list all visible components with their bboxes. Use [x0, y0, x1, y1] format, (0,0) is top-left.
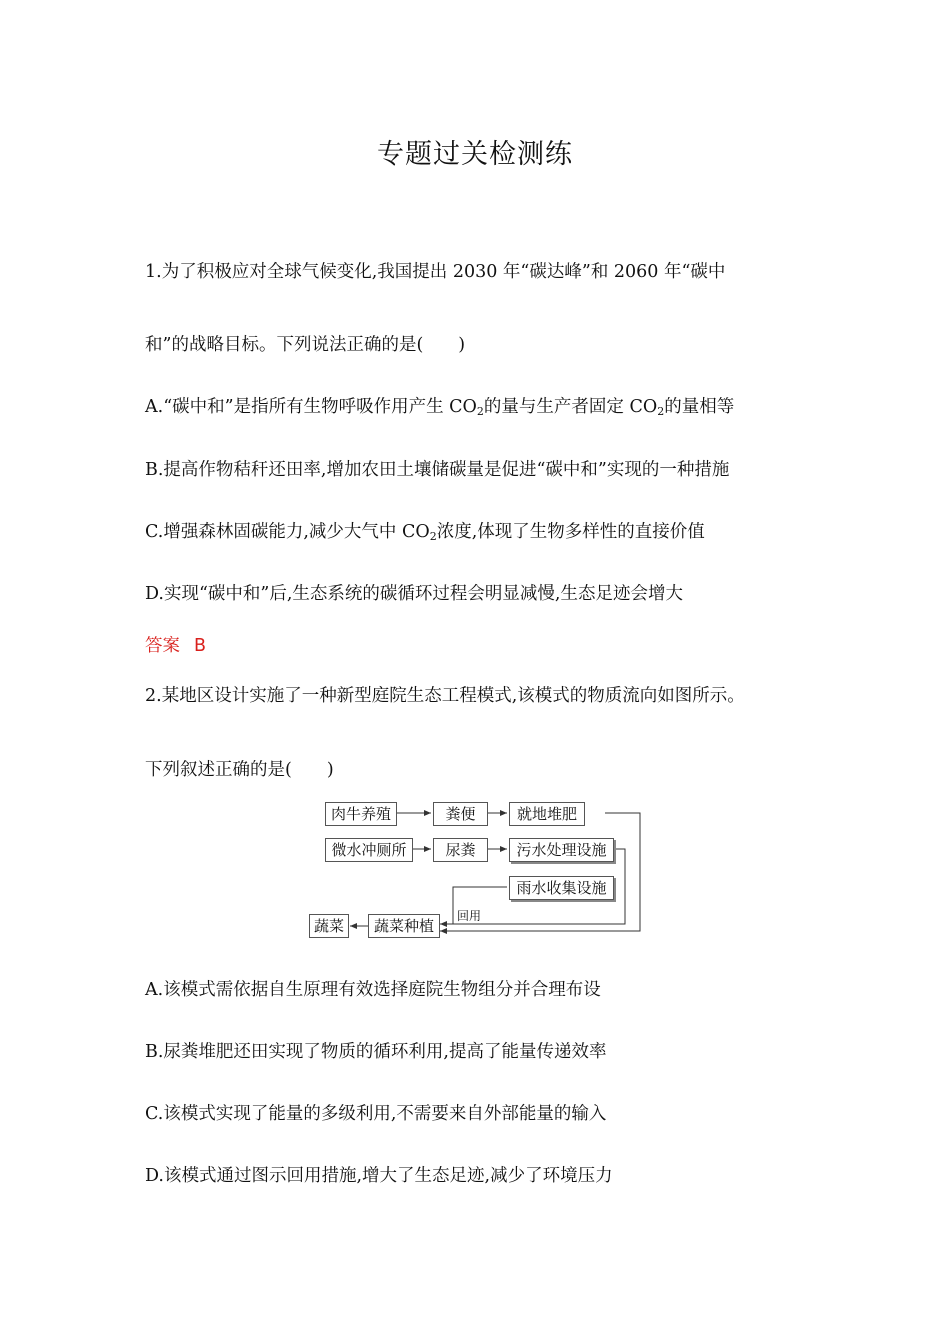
box-dung: 粪便: [433, 802, 488, 826]
q2-option-a: A.该模式需依据自生原理有效选择庭院生物组分并合理布设: [145, 980, 601, 1000]
box-rainwater-collection: 雨水收集设施: [509, 876, 614, 900]
box-compost: 就地堆肥: [509, 802, 585, 826]
box-excreta: 尿粪: [433, 838, 488, 862]
recycle-label: 回用: [457, 909, 482, 923]
box-vegetable-planting: 蔬菜种植: [368, 914, 440, 938]
box-flush-toilet: 微水冲厕所: [325, 838, 413, 862]
page-title: 专题过关检测练: [377, 139, 573, 170]
material-flow-diagram: [305, 798, 650, 940]
q1-option-c-text-1: C.增强森林固碳能力,减少大气中 CO: [145, 522, 430, 542]
q1-stem-line1: 1.为了积极应对全球气候变化,我国提出 2030 年“碳达峰”和 2060 年“碳中: [145, 262, 726, 282]
q1-option-c: [145, 518, 705, 543]
q1-option-a-text-1: A.“碳中和”是指所有生物呼吸作用产生 CO: [145, 397, 477, 417]
q1-option-a-sub-2: 2: [657, 405, 665, 418]
q2-option-b: B.尿粪堆肥还田实现了物质的循环利用,提高了能量传递效率: [145, 1042, 607, 1062]
q1-stem-line2: 和”的战略目标。下列说法正确的是( ): [145, 335, 466, 355]
q2-stem-line1: 2.某地区设计实施了一种新型庭院生态工程模式,该模式的物质流向如图所示。: [145, 686, 745, 706]
answer-value: B: [194, 636, 207, 656]
box-cattle-farming: 肉牛养殖: [325, 802, 397, 826]
box-vegetables: 蔬菜: [309, 914, 349, 938]
answer-label: 答案: [145, 636, 180, 656]
q2-option-c: C.该模式实现了能量的多级利用,不需要来自外部能量的输入: [145, 1104, 607, 1124]
q1-option-d: D.实现“碳中和”后,生态系统的碳循环过程会明显减慢,生态足迹会增大: [145, 584, 683, 604]
box-sewage-treatment: 污水处理设施: [509, 838, 614, 862]
q1-option-a: [145, 393, 734, 418]
q1-option-a-text-2: 的量与生产者固定 CO: [483, 397, 658, 417]
q1-option-a-text-3: 的量相等: [664, 397, 735, 417]
q1-option-a-sub-1: 2: [476, 405, 484, 418]
q2-option-d: D.该模式通过图示回用措施,增大了生态足迹,减少了环境压力: [145, 1166, 613, 1186]
q2-stem-line2: 下列叙述正确的是( ): [145, 760, 334, 780]
q1-option-c-text-2: 浓度,体现了生物多样性的直接价值: [436, 522, 705, 542]
q1-answer: [145, 632, 206, 657]
q1-option-b: B.提高作物秸秆还田率,增加农田土壤储碳量是促进“碳中和”实现的一种措施: [145, 460, 730, 480]
q1-option-c-sub: 2: [429, 530, 437, 543]
